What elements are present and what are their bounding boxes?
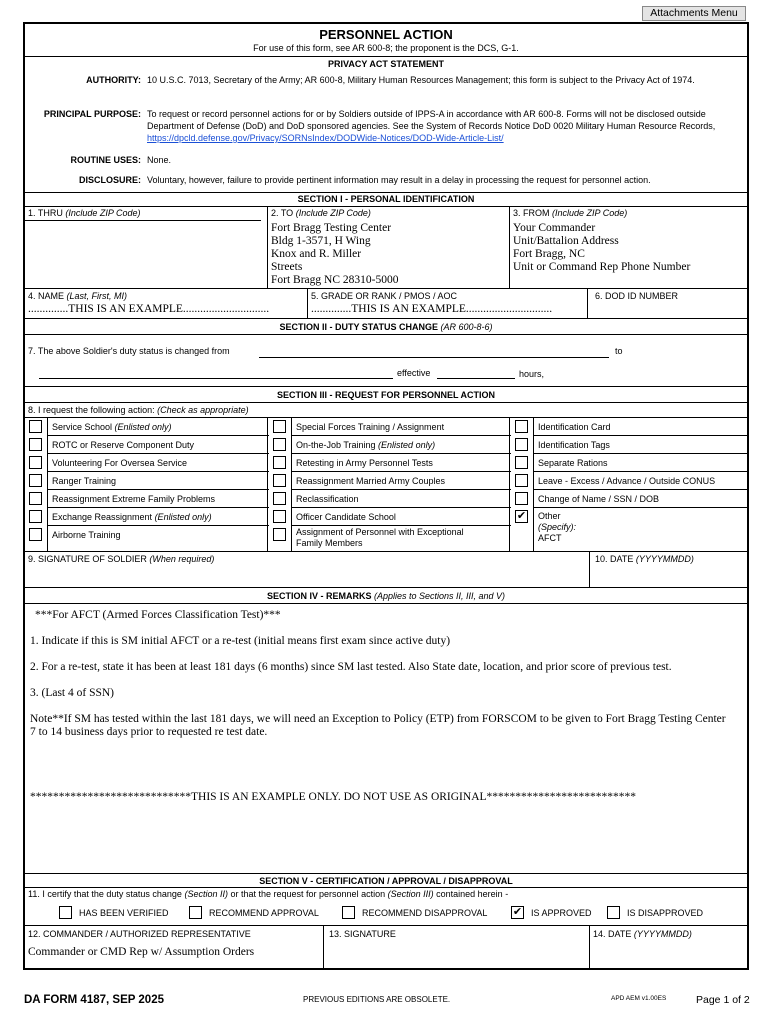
other-label: Other (Specify): AFCT — [538, 511, 577, 543]
verified-checkbox[interactable] — [59, 906, 72, 919]
commander-value[interactable]: Commander or CMD Rep w/ Assumption Orders — [28, 946, 255, 958]
thru-label: 1. THRU (Include ZIP Code) — [28, 208, 141, 218]
action-option-label: Volunteering For Oversea Service — [52, 458, 188, 468]
action-option-label: Change of Name / SSN / DOB — [538, 494, 660, 504]
action-option-label: Reassignment Extreme Family Problems — [52, 494, 216, 504]
action-option-label: Reclassification — [296, 494, 359, 504]
from-address[interactable]: Your Commander Unit/Battalion Address Fort Bragg, NC Unit or Command Rep Phone Number — [513, 222, 691, 273]
version-label: APD AEM v1.00ES — [611, 995, 667, 1002]
sorn-link[interactable]: https://dpcld.defense.gov/Privacy/SORNsIndex/DODWide-Notices/DOD-Wide-Article-List/ — [147, 133, 504, 143]
action-option-checkbox[interactable] — [273, 474, 286, 487]
action-option-label: Ranger Training — [52, 476, 117, 486]
remark-line-2[interactable]: 2. For a re-test, state it has been at least 181 days (6 months) since SM last tested. Also State date, location, and prior score of previous test. — [30, 661, 672, 673]
soldier-signature-label: 9. SIGNATURE OF SOLDIER (When required) — [28, 554, 215, 564]
duty-to-label: to — [615, 346, 623, 356]
is-approved-label: IS APPROVED — [531, 908, 592, 918]
recommend-approval-label: RECOMMEND APPROVAL — [209, 908, 319, 918]
action-option-checkbox[interactable] — [29, 456, 42, 469]
to-label: 2. TO (Include ZIP Code) — [271, 208, 371, 218]
is-disapproved-checkbox[interactable] — [607, 906, 620, 919]
action-option-label: Exchange Reassignment (Enlisted only) — [52, 512, 212, 522]
action-option-checkbox[interactable] — [273, 492, 286, 505]
other-divider — [533, 508, 534, 551]
action-option-checkbox[interactable] — [273, 438, 286, 451]
attachments-menu-button[interactable]: Attachments Menu — [642, 6, 746, 21]
action-option-label: Special Forces Training / Assignment — [296, 422, 445, 432]
effective-hours-field[interactable] — [437, 378, 515, 379]
section-5-header: SECTION V - CERTIFICATION / APPROVAL / DISAPPROVAL — [259, 876, 513, 886]
date-10-label: 10. DATE (YYYYMMDD) — [595, 554, 694, 564]
action-option-label: Officer Candidate School — [296, 512, 396, 522]
column-divider — [509, 417, 510, 551]
duty-status-label: 7. The above Soldier's duty status is changed from — [28, 346, 230, 356]
action-option-checkbox[interactable] — [29, 420, 42, 433]
action-option-label: On-the-Job Training (Enlisted only) — [296, 440, 436, 450]
form-subtitle: For use of this form, see AR 600-8; the proponent is the DCS, G-1. — [253, 43, 519, 53]
action-option-label: Leave - Excess / Advance / Outside CONUS — [538, 476, 716, 486]
form-title: PERSONNEL ACTION — [319, 27, 453, 42]
action-option-checkbox[interactable] — [515, 474, 528, 487]
disclosure-label: DISCLOSURE: — [78, 175, 141, 185]
grade-value[interactable]: ..............THIS IS AN EXAMPLE.............................. — [311, 303, 553, 315]
privacy-act-header: PRIVACY ACT STATEMENT — [327, 59, 444, 69]
da-form-4187 — [23, 22, 749, 970]
action-option-checkbox[interactable] — [29, 474, 42, 487]
action-option-checkbox[interactable] — [29, 528, 42, 541]
commander-label: 12. COMMANDER / AUTHORIZED REPRESENTATIVE — [28, 929, 251, 939]
column-divider — [267, 417, 268, 551]
signature-13-label: 13. SIGNATURE — [329, 929, 396, 939]
name-label: 4. NAME (Last, First, MI) — [28, 291, 128, 301]
purpose-label: PRINCIPAL PURPOSE: — [43, 109, 141, 119]
disclosure-text: Voluntary, however, failure to provide pertinent information may result in a delay in processing the request for personnel action. — [147, 175, 651, 185]
section-4-header: SECTION IV - REMARKS (Applies to Sections II, III, and V) — [266, 591, 506, 601]
action-option-checkbox[interactable] — [29, 492, 42, 505]
action-option-checkbox[interactable] — [515, 456, 528, 469]
previous-editions-note: PREVIOUS EDITIONS ARE OBSOLETE. — [303, 995, 451, 1004]
action-option-label: Identification Tags — [538, 440, 610, 450]
action-option-checkbox[interactable] — [29, 438, 42, 451]
action-option-checkbox[interactable] — [515, 438, 528, 451]
action-option-label: Retesting in Army Personnel Tests — [296, 458, 433, 468]
action-option-label: Identification Card — [538, 422, 611, 432]
duty-to-field[interactable] — [39, 378, 393, 379]
action-option-checkbox[interactable] — [273, 420, 286, 433]
other-checkbox[interactable]: ✔ — [516, 510, 527, 522]
action-option-label: ROTC or Reserve Component Duty — [52, 440, 195, 450]
effective-label: effective — [397, 368, 431, 378]
remark-line-1[interactable]: 1. Indicate if this is SM initial AFCT or a re-test (initial means first exam since active duty) — [30, 635, 451, 647]
name-value[interactable]: ..............THIS IS AN EXAMPLE.............................. — [28, 303, 270, 315]
routine-uses-label: ROUTINE USES: — [70, 155, 141, 165]
section-1-header: SECTION I - PERSONAL IDENTIFICATION — [297, 194, 475, 204]
recommend-disapproval-label: RECOMMEND DISAPPROVAL — [362, 908, 488, 918]
form-number: DA FORM 4187, SEP 2025 — [24, 994, 164, 1006]
action-option-checkbox[interactable] — [29, 510, 42, 523]
authority-label: AUTHORITY: — [86, 75, 141, 85]
recommend-approval-checkbox[interactable] — [189, 906, 202, 919]
to-address[interactable]: Fort Bragg Testing Center Bldg 1-3571, H Wing Knox and R. Miller Streets Fort Bragg NC 28310-5000 — [271, 222, 399, 286]
item-11-label: 11. I certify that the duty status change (Section II) or that the request for personnel action (Section III) contained herein - — [28, 889, 509, 899]
verified-label: HAS BEEN VERIFIED — [79, 908, 169, 918]
section-3-header: SECTION III - REQUEST FOR PERSONNEL ACTION — [276, 390, 496, 400]
from-label: 3. FROM (Include ZIP Code) — [513, 208, 628, 218]
thru-field[interactable] — [25, 220, 261, 288]
action-option-checkbox[interactable] — [273, 528, 286, 541]
duty-from-field[interactable] — [259, 357, 609, 358]
action-option-label: Service School (Enlisted only) — [52, 422, 172, 432]
purpose-text: To request or record personnel actions for or by Soldiers outside of IPPS-A in accordance with AR 600-8. Forms will not be disclosed outside Department of Defense (DoD) and DoD sponsored agencies. See the System of Records Notice DoD 0020 Military Human Resource Records, https://dpcld.defense.gov/Privacy/SORNsIndex/DODWide-Notices/DOD-Wide-Article-List/ — [147, 109, 716, 143]
routine-uses-text: None. — [147, 155, 172, 165]
dod-id-label: 6. DOD ID NUMBER — [595, 291, 679, 301]
authority-text: 10 U.S.C. 7013, Secretary of the Army; AR 600-8, Military Human Resources Management; this form is subject to the Privacy Act of 1974. — [147, 75, 695, 85]
hours-label: hours, — [519, 369, 545, 379]
remark-line-3[interactable]: 3. (Last 4 of SSN) — [30, 687, 115, 699]
remark-afct-title[interactable]: ***For AFCT (Armed Forces Classification Test)*** — [35, 609, 281, 621]
action-option-checkbox[interactable] — [515, 492, 528, 505]
remark-example-notice[interactable]: ****************************THIS IS AN EXAMPLE ONLY. DO NOT USE AS ORIGINAL************************** — [30, 791, 637, 803]
recommend-disapproval-checkbox[interactable] — [342, 906, 355, 919]
page-number: Page 1 of 2 — [696, 994, 750, 1006]
action-option-label: Reassignment Married Army Couples — [296, 476, 446, 486]
date-14-label: 14. DATE (YYYYMMDD) — [593, 929, 692, 939]
action-option-label: Separate Rations — [538, 458, 608, 468]
action-option-checkbox[interactable] — [273, 456, 286, 469]
action-option-label: Airborne Training — [52, 530, 121, 540]
remark-note[interactable]: Note**If SM has tested within the last 181 days, we will need an Exception to Policy (ETP) from FORSCOM to be given to Fort Bragg Testing Center 7 to 14 business days prior to requested re test date. — [30, 713, 726, 738]
grade-label: 5. GRADE OR RANK / PMOS / AOC — [311, 291, 458, 301]
action-option-label: Assignment of Personnel with Exceptional Family Members — [296, 527, 464, 548]
section-2-header: SECTION II - DUTY STATUS CHANGE (AR 600-8-6) — [279, 322, 493, 332]
item-8-label: 8. I request the following action: (Check as appropriate) — [28, 405, 249, 415]
action-option-checkbox[interactable] — [273, 510, 286, 523]
action-option-checkbox[interactable] — [515, 420, 528, 433]
is-approved-checkbox[interactable]: ✔ — [512, 906, 523, 918]
is-disapproved-label: IS DISAPPROVED — [627, 908, 704, 918]
